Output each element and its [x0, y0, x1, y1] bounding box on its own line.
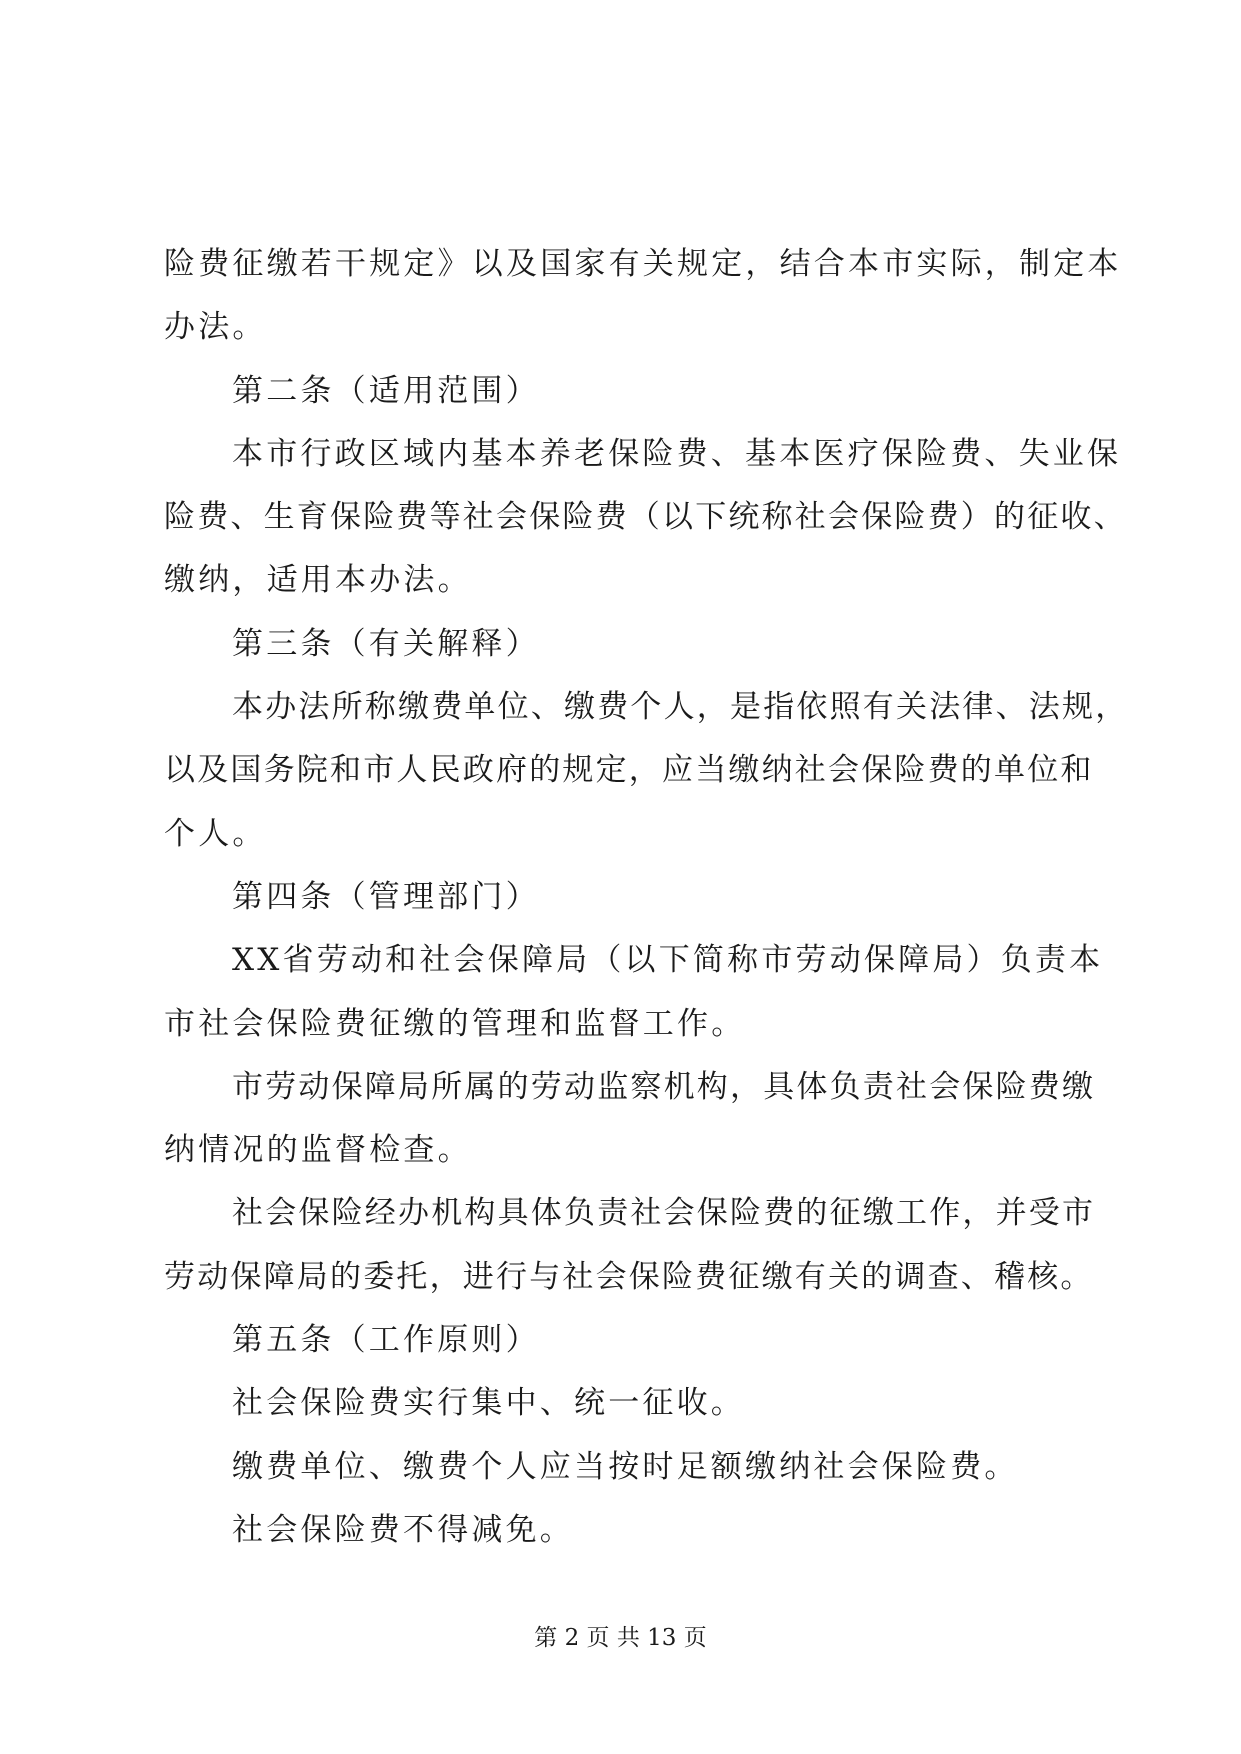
text-line: 个人。	[164, 815, 267, 852]
text-line: 社会保险费不得减免。	[232, 1511, 574, 1548]
text-line: 险费征缴若干规定》以及国家有关规定，结合本市实际，制定本	[164, 246, 1122, 282]
document-body	[164, 233, 1129, 1562]
text-line: 以及国务院和市人民政府的规定，应当缴纳社会保险费的单位和	[164, 752, 1094, 789]
text-line: 社会保险费实行集中、统一征收。	[232, 1385, 745, 1422]
text-line: 社会保险经办机构具体负责社会保险费的征缴工作，并受市	[232, 1195, 1096, 1232]
page-number-footer: 第 2 页 共 13 页	[534, 1625, 707, 1651]
text-line: 劳动保障局的委托，进行与社会保险费征缴有关的调查、稽核。	[164, 1258, 1094, 1295]
article-heading: 第四条（管理部门）	[232, 878, 540, 915]
text-line: 本市行政区域内基本养老保险费、基本医疗保险费、失业保	[232, 435, 1122, 472]
text-line: 纳情况的监督检查。	[164, 1132, 472, 1169]
article-heading: 第三条（有关解释）	[232, 625, 540, 662]
text-line: 办法。	[164, 309, 267, 346]
text-line: 本办法所称缴费单位、缴费个人，是指依照有关法律、法规，	[232, 689, 1129, 726]
text-line: 市社会保险费征缴的管理和监督工作。	[164, 1005, 746, 1042]
article-heading: 第二条（适用范围）	[232, 372, 540, 409]
text-line: XX省劳动和社会保障局（以下简称市劳动保障局）负责本	[232, 942, 1104, 979]
article-heading: 第五条（工作原则）	[232, 1322, 540, 1359]
text-line: 缴费单位、缴费个人应当按时足额缴纳社会保险费。	[232, 1448, 1019, 1485]
text-line: 市劳动保障局所属的劳动监察机构，具体负责社会保险费缴	[232, 1068, 1096, 1105]
text-line: 险费、生育保险费等社会保险费（以下统称社会保险费）的征收、	[164, 499, 1127, 536]
text-line: 缴纳，适用本办法。	[164, 562, 472, 599]
